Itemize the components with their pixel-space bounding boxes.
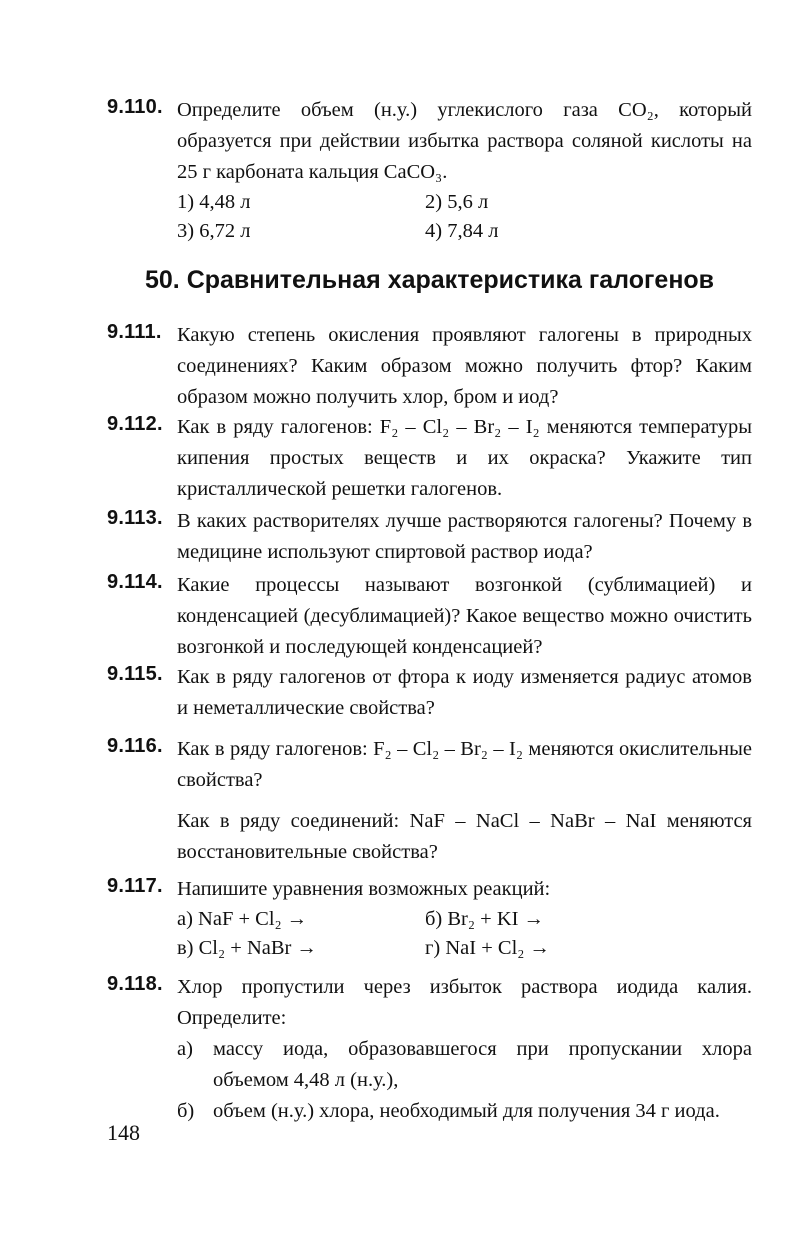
page-number: 148	[107, 1120, 140, 1145]
problem-number: 9.116.	[107, 735, 163, 757]
answer-option-4: 4) 7,84 л	[425, 220, 499, 242]
problem-9-117	[107, 874, 752, 963]
sub-question-label: а)	[177, 1038, 193, 1060]
problem-text: Как в ряду галогенов от фтора к иоду изменяется радиус атомов и неметаллические свойства?	[177, 666, 752, 719]
answer-option-2: 2) 5,6 л	[425, 191, 489, 213]
problem-9-115	[107, 662, 752, 724]
problem-text: Как в ряду галогенов: F₂ – Cl₂ – Br₂ – I₂ меняются температуры кипения простых веществ и их окраска? Укажите тип кристаллической решетки галогенов.	[177, 416, 752, 500]
problem-text: Как в ряду галогенов: F₂ – Cl₂ – Br₂ – I₂ меняются окислительные свойства?	[177, 738, 752, 791]
problem-text: Какие процессы называют возгонкой (сублимацией) и конденсацией (десублимацией)? Какое вещество можно очистить возгонкой и последующей конденсацией?	[177, 574, 752, 658]
problem-text: Напишите уравнения возможных реакций:	[177, 878, 551, 900]
problem-9-116	[107, 734, 752, 868]
reaction-c: в) Cl₂ + NaBr →	[177, 937, 317, 959]
problem-number: 9.115.	[107, 663, 163, 685]
sub-question-a	[177, 1034, 752, 1096]
reaction-d: г) NaI + Cl₂ →	[425, 937, 551, 959]
reaction-a: а) NaF + Cl₂ →	[177, 908, 308, 930]
problem-text: Хлор пропустили через избыток раствора иодида калия. Определите:	[177, 976, 752, 1029]
problem-number: 9.118.	[107, 973, 163, 995]
answer-option-3: 3) 6,72 л	[177, 220, 251, 242]
problem-9-113	[107, 506, 752, 568]
problem-9-111	[107, 320, 752, 413]
reaction-b: б) Br₂ + KI →	[425, 908, 545, 930]
problem-text: Определите объем (н.у.) углекислого газа CO₂, который образуется при действии избытка раствора соляной кислоты на 25 г карбоната кальция CaCO₃.	[177, 99, 752, 183]
problem-9-114	[107, 570, 752, 663]
problem-text: Какую степень окисления проявляют галогены в природных соединениях? Каким образом можно получить фтор? Каким образом можно получить хлор, бром и иод?	[177, 324, 752, 408]
sub-question-b	[177, 1096, 752, 1127]
problem-9-118	[107, 972, 752, 1127]
problem-number: 9.111.	[107, 321, 162, 343]
problem-number: 9.113.	[107, 507, 163, 529]
problem-number: 9.110.	[107, 96, 163, 118]
problem-number: 9.112.	[107, 413, 163, 435]
problem-text-second: Как в ряду соединений: NaF – NaCl – NaBr – NaI меняются восстановительные свойства?	[177, 810, 752, 863]
problem-9-112	[107, 412, 752, 505]
problem-number: 9.117.	[107, 875, 163, 897]
sub-question-label: б)	[177, 1100, 195, 1122]
sub-question-text: объем (н.у.) хлора, необходимый для получения 34 г иода.	[213, 1100, 720, 1122]
problem-number: 9.114.	[107, 571, 163, 593]
answer-option-1: 1) 4,48 л	[177, 191, 251, 213]
section-title: 50. Сравнительная характеристика галогенов	[145, 266, 715, 294]
problem-text: В каких растворителях лучше растворяются галогены? Почему в медицине используют спиртовой раствор иода?	[177, 510, 752, 563]
sub-question-text: массу иода, образовавшегося при пропускании хлора объемом 4,48 л (н.у.),	[213, 1038, 752, 1091]
problem-9-110	[107, 95, 752, 246]
